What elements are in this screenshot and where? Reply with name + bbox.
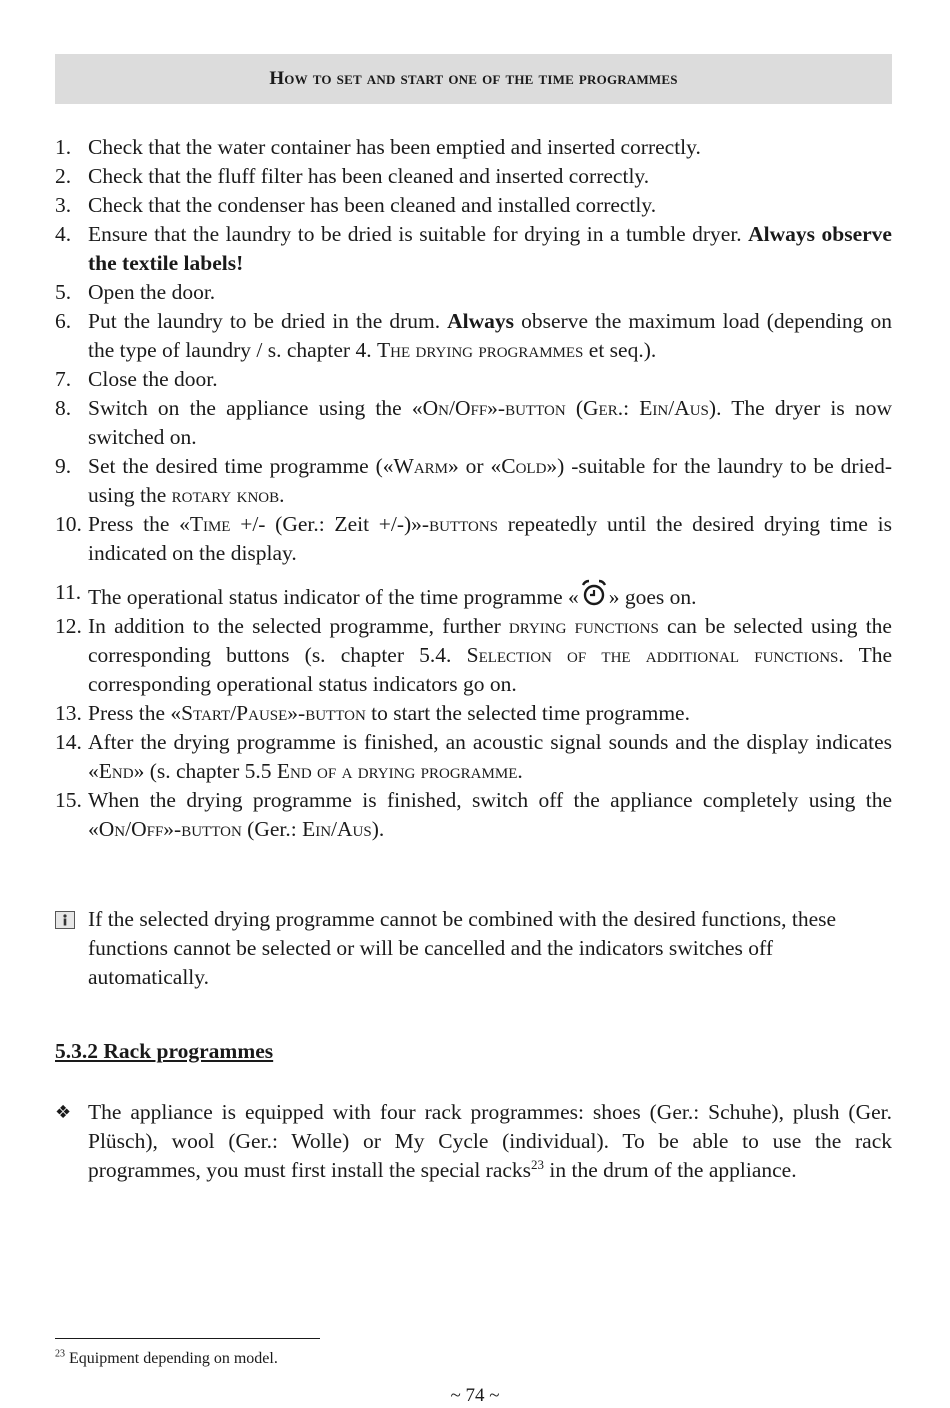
step-number: 8. [55,396,72,420]
footnote [55,1350,278,1368]
step-text: : [623,396,640,420]
chapter-reference: Selection of the additional functions [466,643,839,667]
button-word: button [305,701,366,725]
step-text: » (s. chapter 5.5 [133,759,277,783]
info-note [55,905,892,992]
step-emphasis: Always [447,309,515,333]
button-word: button [505,396,566,420]
function-name: drying functions [508,614,659,638]
diamond-bullet-icon: ❖ [55,1102,72,1123]
step-number: 1. [55,135,72,159]
step-text: Press the « [88,512,190,536]
info-icon [55,908,75,926]
step-1 [55,133,892,162]
button-word: buttons [429,512,499,536]
step-4 [55,220,892,278]
step-text: »- [163,817,182,841]
step-text: When the drying programme is finished, switch off the appliance completely using the « [88,788,892,841]
step-text: can be selected using the corresponding buttons (s. chapter 5.4. [88,614,892,667]
step-text: After the drying programme is finished, an acoustic signal sounds and the display indicates « [88,730,892,783]
step-text: Close the door. [88,367,218,391]
step-2 [55,162,892,191]
programme-name: Cold [501,454,547,478]
section-title: How to set and start one of the time programmes [269,68,678,89]
rack-programmes-paragraph [55,1098,892,1185]
step-3 [55,191,892,220]
step-15 [55,786,892,844]
step-text: Switch on the appliance using the « [88,396,423,420]
step-text: ») -suitable for the laundry to be dried- using the [88,454,892,507]
section-header-box [55,54,892,104]
step-text: ( [565,396,584,420]
button-word: button [181,817,242,841]
step-number: 9. [55,454,72,478]
step-5 [55,278,892,307]
step-text: . [517,759,523,783]
step-6 [55,307,892,365]
control-name: rotary knob [171,483,280,507]
step-10 [55,510,892,568]
step-text: repeatedly until the desired drying time is indicated on the display. [88,512,892,565]
step-text: »- [487,396,506,420]
programme-name: Warm [393,454,449,478]
footnote-number: 23 [55,1348,65,1360]
language-abbr: Ger. [583,396,624,420]
step-number: 4. [55,222,72,246]
step-emphasis: Always observe the textile labels! [88,222,892,275]
step-text: »- [287,701,306,725]
button-name: On/Off [422,396,488,420]
footnote-reference: 23 [531,1156,545,1172]
chapter-reference: End of a drying programme [276,759,518,783]
instruction-steps [55,133,892,844]
button-name: Start/Pause [181,701,288,725]
step-text: +/- (Ger.: Zeit +/-)»- [230,512,430,536]
step-13 [55,699,892,728]
paragraph-text: The appliance is equipped with four rack programmes: shoes (Ger.: Schuhe), plush (Ger. Plüsch), wool (Ger.: Wolle) or My Cycle (individual). To be able to use the rack programmes, you must first install the special racks [88,1100,892,1182]
step-number: 12. [55,614,82,638]
step-text: Press the « [88,701,182,725]
step-text: Put the laundry to be dried in the drum. [88,309,448,333]
step-text: . The corresponding operational status indicators go on. [88,643,892,696]
chapter-reference: The drying programmes [376,338,584,362]
step-number: 5. [55,280,72,304]
step-9 [55,452,892,510]
step-text: ). The dryer is now switched on. [88,396,892,449]
step-7 [55,365,892,394]
display-text: End [98,759,134,783]
footnote-divider [55,1338,320,1339]
step-number: 7. [55,367,72,391]
step-12 [55,612,892,699]
step-number: 3. [55,193,72,217]
step-number: 15. [55,788,82,812]
footnote-text: Equipment depending on model. [65,1350,278,1367]
step-text: (Ger.: [241,817,303,841]
step-11 [55,578,892,612]
step-number: 11. [55,580,82,604]
step-number: 10. [55,512,82,536]
step-text: Ensure that the laundry to be dried is suitable for drying in a tumble dryer. [88,222,749,246]
alarm-clock-icon [579,578,609,608]
step-number: 6. [55,309,72,333]
step-text: Set the desired time programme (« [88,454,394,478]
german-button-name: Ein/Aus [302,817,372,841]
button-name: On/Off [98,817,164,841]
step-text: The operational status indicator of the time programme « [88,585,579,609]
step-text: et seq.). [583,338,657,362]
step-text: Check that the water container has been emptied and inserted correctly. [88,135,701,159]
step-text: In addition to the selected programme, further [88,614,509,638]
page-number: ~ 74 ~ [450,1385,500,1406]
step-text: Check that the condenser has been cleaned and installed correctly. [88,193,657,217]
step-text: to start the selected time programme. [365,701,690,725]
note-text: If the selected drying programme cannot be combined with the desired functions, these functions cannot be selected or will be cancelled and the indicators switches off automatically. [88,907,837,989]
step-text: » or « [448,454,502,478]
step-text: » goes on. [608,585,697,609]
step-8 [55,394,892,452]
step-text: . [279,483,285,507]
step-text: observe the maximum load (depending on the type of laundry / s. chapter 4. [88,309,892,362]
paragraph-text: in the drum of the appliance. [544,1158,797,1182]
step-number: 14. [55,730,82,754]
step-text: Open the door. [88,280,216,304]
section-heading: 5.3.2 Rack programmes [55,1039,274,1063]
step-number: 13. [55,701,82,725]
step-text: Check that the fluff filter has been cleaned and inserted correctly. [88,164,650,188]
german-button-name: Ein/Aus [639,396,709,420]
button-name: Time [189,512,231,536]
step-14 [55,728,892,786]
step-text: ). [371,817,385,841]
step-number: 2. [55,164,72,188]
